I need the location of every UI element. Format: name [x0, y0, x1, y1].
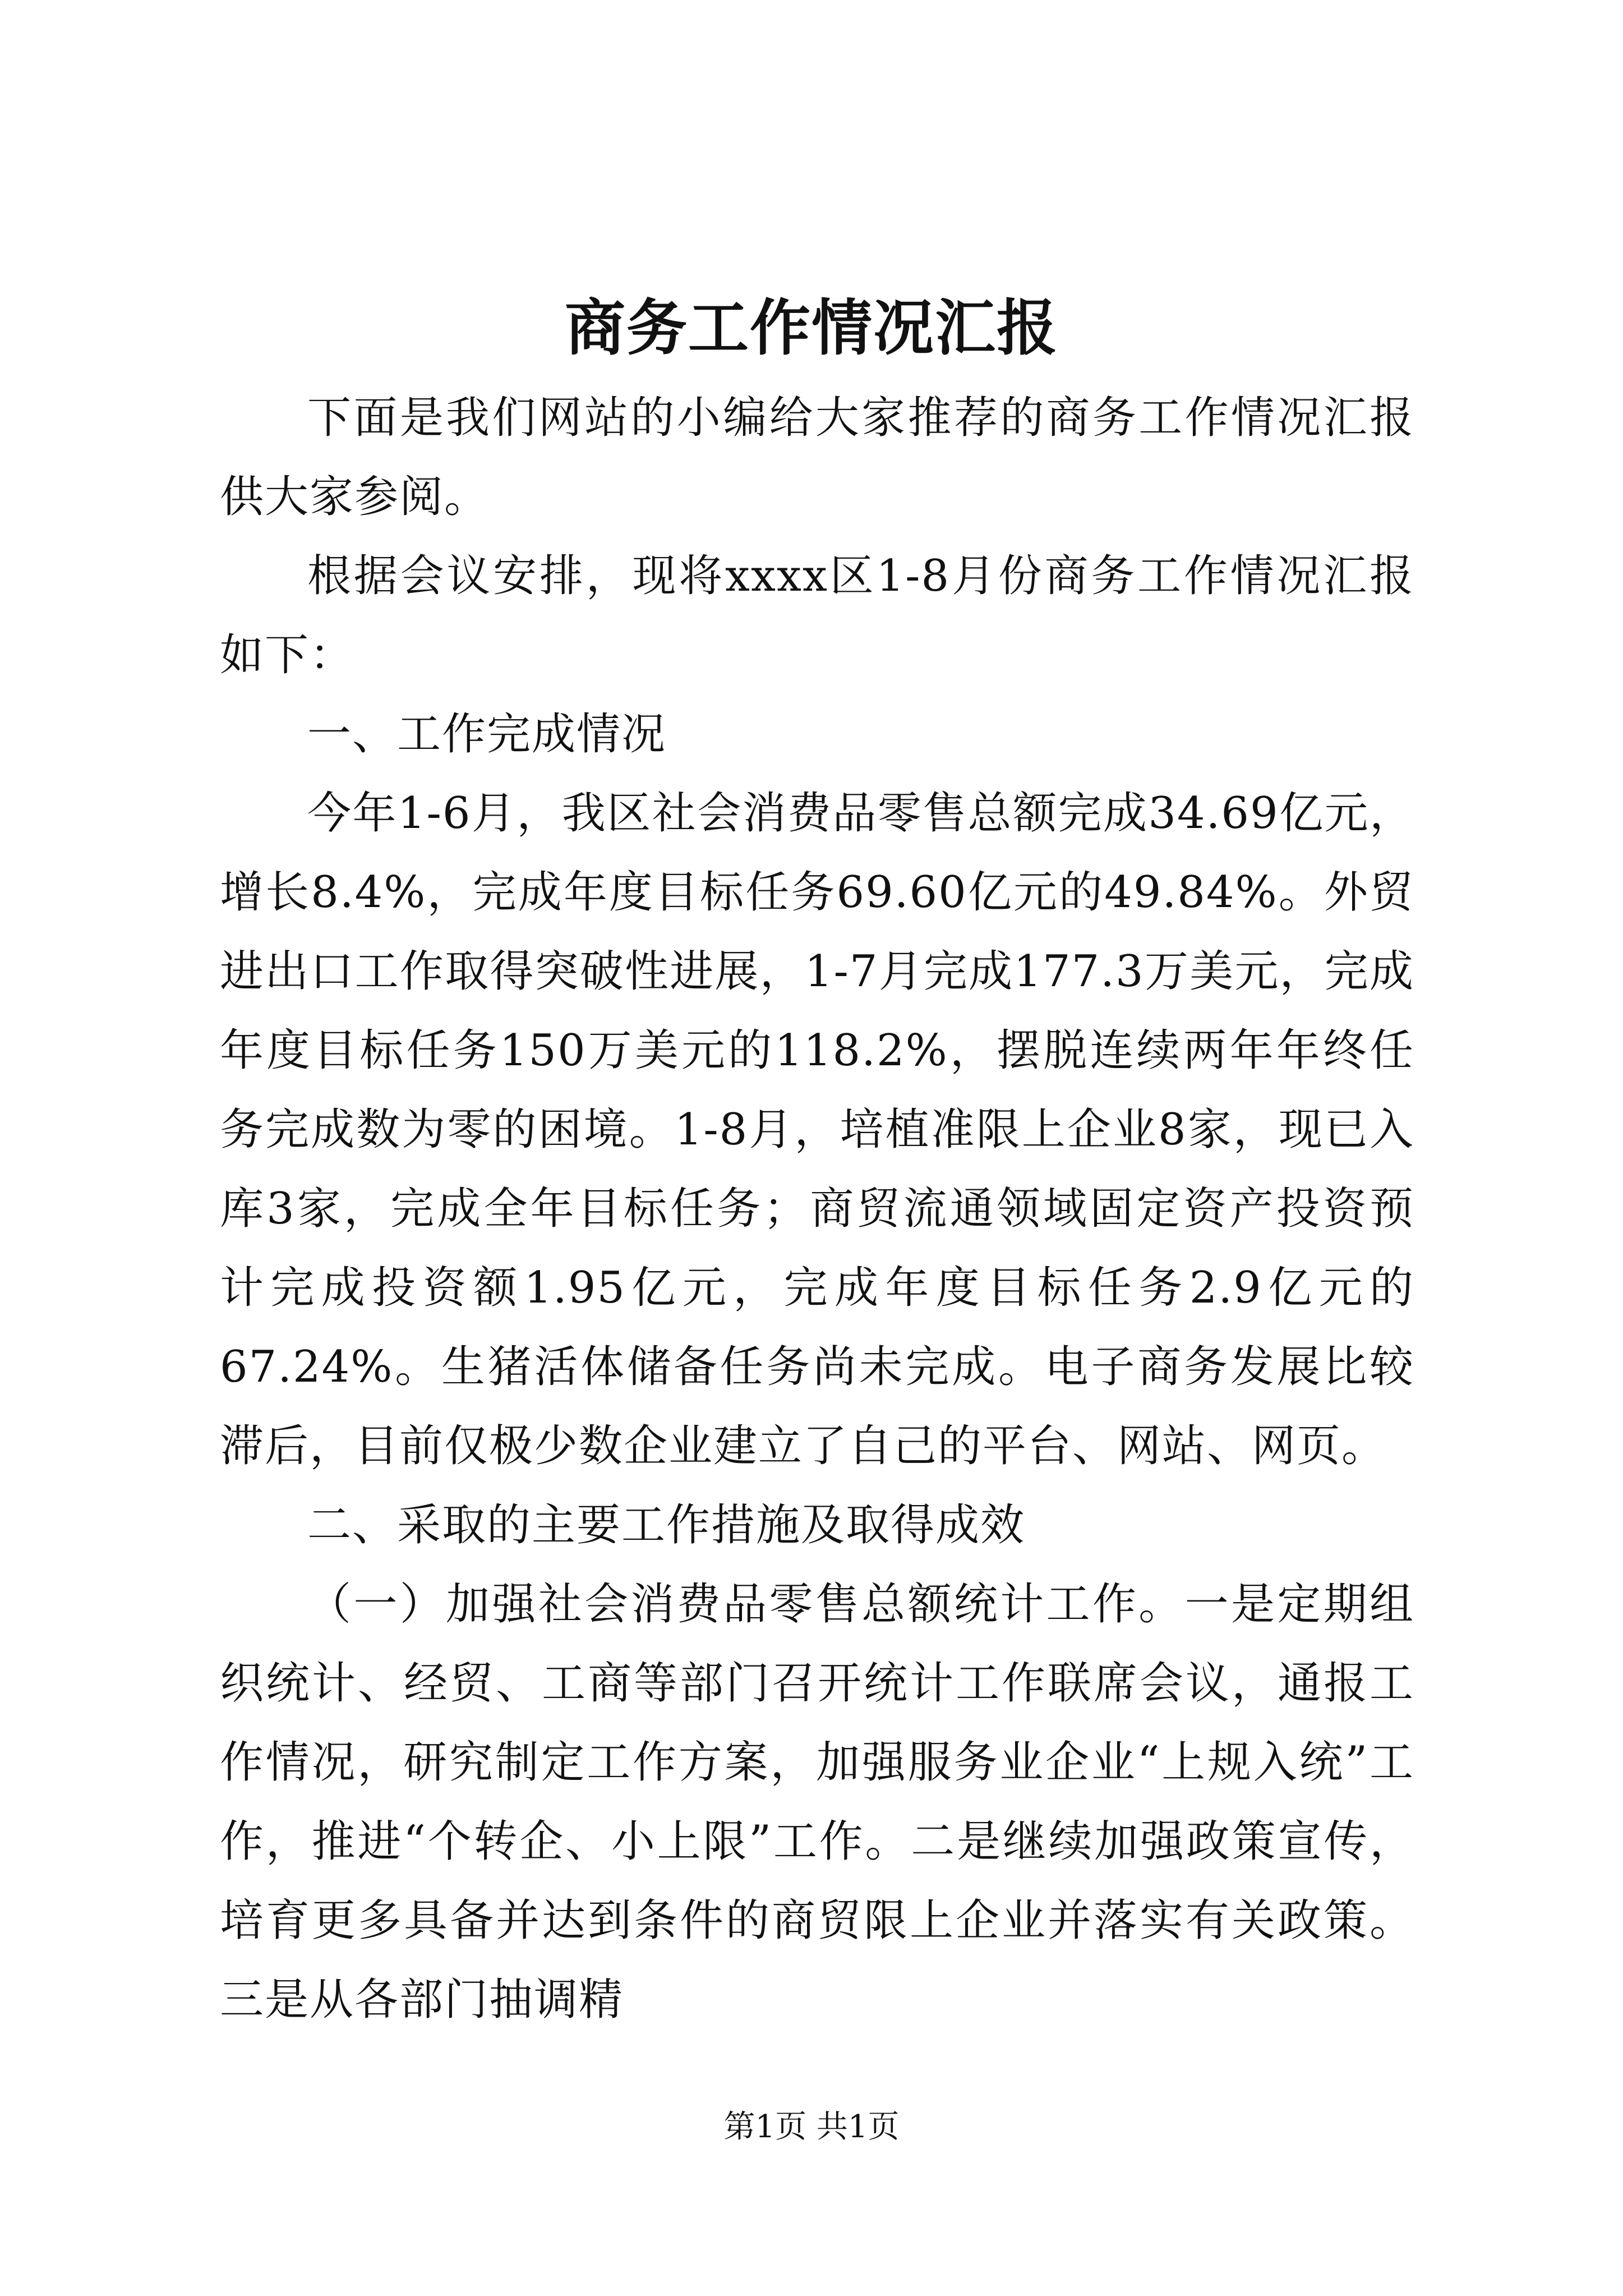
- section-heading-2: 二、采取的主要工作措施及取得成效: [307, 1500, 1026, 1550]
- page-footer: 第1页 共1页: [723, 2109, 900, 2145]
- document-title: 商务工作情况汇报: [564, 293, 1058, 364]
- document-body: [220, 379, 1414, 2040]
- arrangement-paragraph: 根据会议安排，现将xxxx区1-8月份商务工作情况汇报如下：: [220, 551, 1414, 680]
- measures-paragraph: （一）加强社会消费品零售总额统计工作。一是定期组织统计、经贸、工商等部门召开统计工作联席会议，通报工作情况，研究制定工作方案，加强服务业企业“上规入统”工作，推进“个转企、小上限”工作。二是继续加强政策宣传，培育更多具备并达到条件的商贸限上企业并落实有关政策。三是从各部门抽调精: [220, 1579, 1414, 2025]
- completion-paragraph: 今年1-6月，我区社会消费品零售总额完成34.69亿元，增长8.4%，完成年度目标任务69.60亿元的49.84%。外贸进出口工作取得突破性进展，1-7月完成177.3万美元，完成年度目标任务150万美元的118.2%，摆脱连续两年年终任务完成数为零的困境。1-8月，培植准限上企业8家，现已入库3家，完成全年目标任务；商贸流通领域固定资产投资预计完成投资额1.95亿元，完成年度目标任务2.9亿元的67.24%。生猪活体储备任务尚未完成。电子商务发展比较滞后，目前仅极少数企业建立了自己的平台、网站、网页。: [220, 788, 1414, 1471]
- intro-paragraph: 下面是我们网站的小编给大家推荐的商务工作情况汇报供大家参阅。: [220, 393, 1414, 522]
- section-heading-1: 一、工作完成情况: [307, 709, 667, 760]
